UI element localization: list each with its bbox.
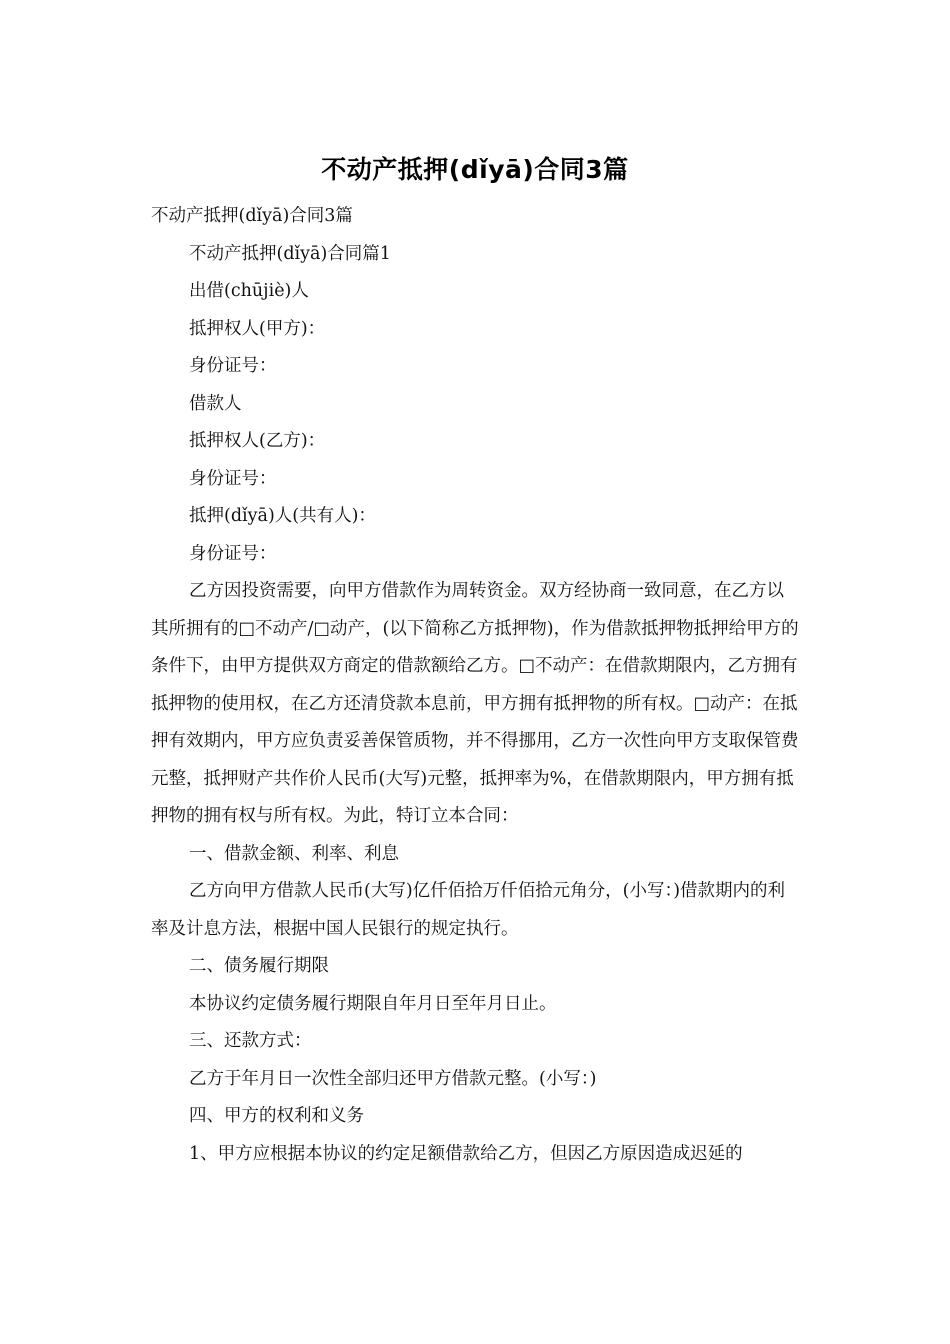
field-mortgagee-b: 抵押权人(乙方)： — [189, 431, 326, 451]
document-title: 不动产抵押(dǐyā)合同3篇 — [321, 155, 629, 184]
clause-4-title: 四、甲方的权利和义务 — [189, 1106, 364, 1126]
field-id-c: 身份证号： — [189, 543, 277, 564]
field-id-b: 身份证号： — [189, 468, 277, 489]
clause-3-title: 三、还款方式： — [189, 1031, 312, 1051]
field-mortgagor: 抵押(dǐyā)人(共有人)： — [189, 506, 376, 526]
clause-1-body: 乙方向甲方借款人民币(大写)亿仟佰拾万仟佰拾元角分，(小写：)借款期内的利率及计息方法，根据中国人民银行的规定执行。 — [151, 881, 786, 939]
field-lender: 出借(chūjiè)人 — [189, 281, 309, 301]
document-body — [151, 198, 801, 1173]
clause-2-title: 二、债务履行期限 — [189, 956, 329, 976]
field-mortgagee-a: 抵押权人(甲方)： — [189, 318, 326, 339]
field-id-a: 身份证号： — [189, 356, 277, 376]
section-heading: 不动产抵押(dǐyā)合同篇1 — [189, 243, 391, 264]
clause-1-title: 一、借款金额、利率、利息 — [189, 843, 399, 864]
intro-paragraph: 乙方因投资需要，向甲方借款作为周转资金。双方经协商一致同意，在乙方以其所拥有的□不动产/□动产，(以下简称乙方抵押物)，作为借款抵押物抵押给甲方的条件下，由甲方提供双方商定的借款额给乙方。□不动产：在借款期限内，乙方拥有抵押物的使用权，在乙方还清贷款本息前，甲方拥有抵押物的所有权。□动产：在抵押有效期内，甲方应负责妥善保管质物，并不得挪用，乙方一次性向甲方支取保管费元整，抵押财产共作价人民币(大写)元整，抵押率为%，在借款期限内，甲方拥有抵押物的拥有权与所有权。为此，特订立本合同： — [151, 581, 799, 826]
clause-3-body: 乙方于年月日一次性全部归还甲方借款元整。(小写：) — [189, 1068, 597, 1089]
subtitle-line: 不动产抵押(dǐyā)合同3篇 — [151, 206, 353, 226]
clause-2-body: 本协议约定债务履行期限自年月日至年月日止。 — [189, 993, 557, 1014]
field-borrower: 借款人 — [189, 393, 242, 414]
clause-4-item-1: 1、甲方应根据本协议的约定足额借款给乙方，但因乙方原因造成迟延的 — [189, 1143, 743, 1164]
